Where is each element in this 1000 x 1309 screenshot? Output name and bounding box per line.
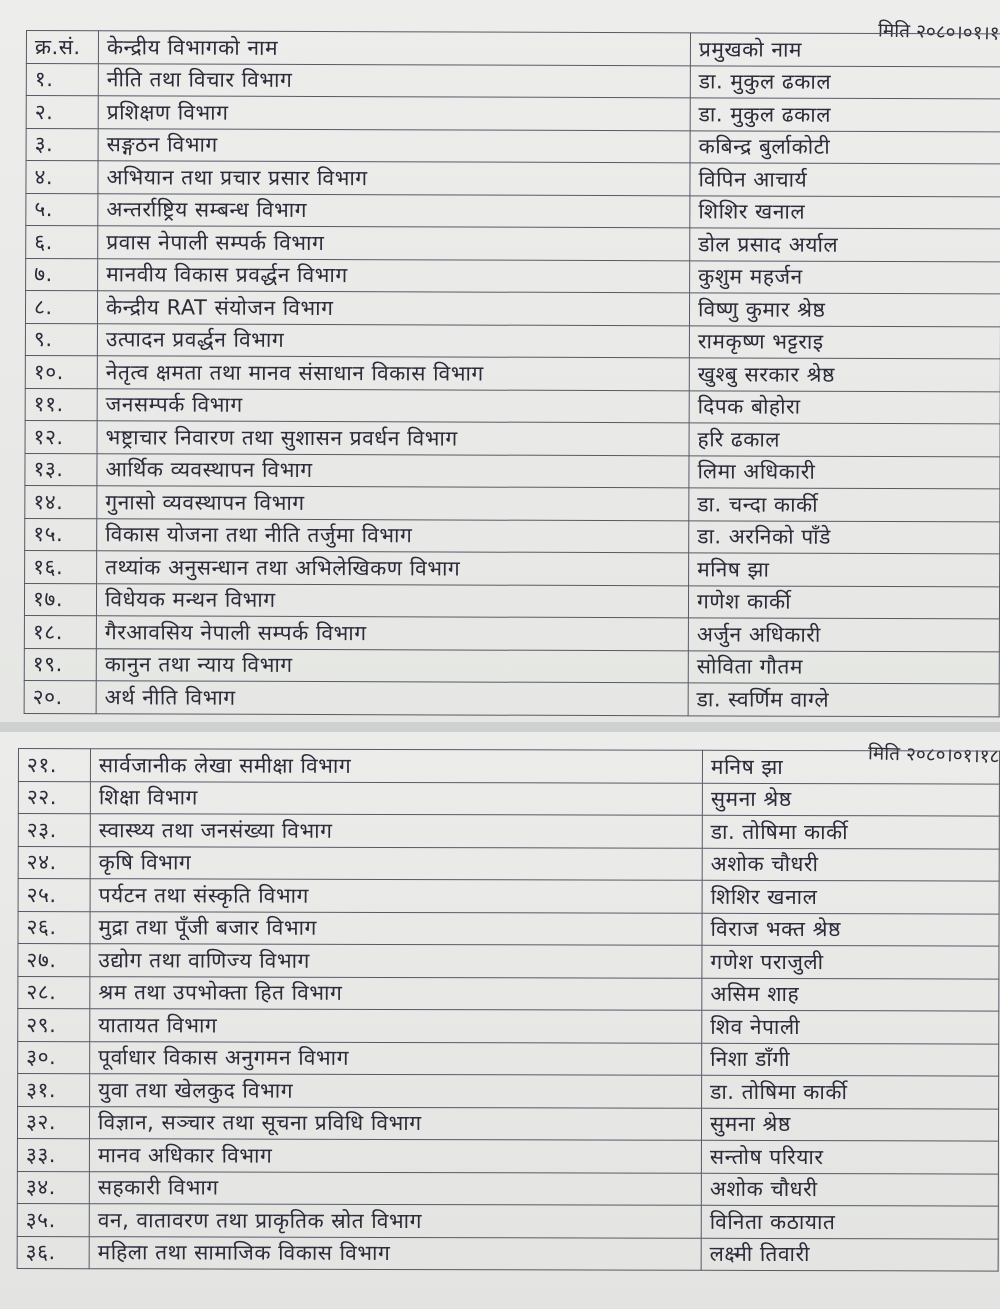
table-row [17,1171,998,1206]
department-name-cell: जनसम्पर्क विभाग [97,388,689,423]
department-name-cell: कानुन तथा न्याय विभाग [96,648,688,683]
chief-name-cell: डा. चन्दा कार्की [689,488,1000,522]
table-row [18,1041,999,1076]
department-name-cell: पर्यटन तथा संस्कृति विभाग [90,879,702,913]
department-name-cell: आर्थिक व्यवस्थापन विभाग [97,453,689,488]
department-name-cell: यातायत विभाग [90,1009,702,1043]
chief-name-cell: लक्ष्मी तिवारी [701,1238,998,1271]
table-row [17,1106,998,1141]
chief-name-cell: डा. मुकुल ढकाल [690,65,1000,99]
department-name-cell: पूर्वाधार विकास अनुगमन विभाग [90,1041,702,1075]
table-row [17,1203,998,1238]
department-name-cell: विधेयक मन्थन विभाग [96,583,688,618]
document-date: मिति २०८०।०१।१८ [868,742,1000,768]
serial-number-cell: २८. [18,976,90,1009]
chief-name-cell: सुमना श्रेष्ठ [701,1108,998,1141]
chief-name-cell: शिशिर खनाल [702,880,999,913]
serial-number-cell: २४. [18,846,90,879]
serial-number-cell: ५. [26,193,98,226]
chief-name-cell: दिपक बोहोरा [689,390,1000,424]
chief-name-cell: डा. तोषिमा कार्की [702,815,999,848]
department-name-cell: युवा तथा खेलकुद विभाग [90,1074,702,1108]
department-name-cell: विकास योजना तथा नीति तर्जुमा विभाग [97,518,689,553]
table-row [25,291,1000,327]
header-chief: प्रमुखको नाम [690,33,1000,67]
chief-name-cell: मनिष झा [689,553,1000,587]
serial-number-cell: ७. [26,258,98,291]
serial-number-cell: २. [26,96,98,129]
department-name-cell: मानव अधिकार विभाग [89,1139,701,1173]
chief-name-cell: निशा डाँगी [702,1043,999,1076]
department-name-cell: नीति तथा विचार विभाग [98,63,690,98]
chief-name-cell: डा. तोषिमा कार्की [702,1075,999,1108]
department-name-cell: विज्ञान, सञ्चार तथा सूचना प्रविधि विभाग [89,1106,701,1140]
chief-name-cell: सुमना श्रेष्ठ [702,783,999,816]
chief-name-cell: शिव नेपाली [702,1010,999,1043]
serial-number-cell: १८. [24,615,96,648]
chief-name-cell: मनिष झा [702,750,999,783]
department-name-cell: सहकारी विभाग [89,1171,701,1205]
table-row [25,485,1000,521]
chief-name-cell: डा. मुकुल ढकाल [690,98,1000,132]
table-row [17,1236,998,1271]
serial-number-cell: ८. [25,291,97,324]
department-name-cell: सार्वजानीक लेखा समीक्षा विभाग [90,749,702,783]
table-row [26,161,1000,197]
table-row [18,1074,999,1109]
serial-number-cell: २६. [18,911,90,944]
chief-name-cell: डा. अरनिको पाँडे [689,520,1000,554]
serial-number-cell: १९. [24,648,96,681]
serial-number-cell: २७. [18,944,90,977]
department-name-cell: केन्द्रीय RAT संयोजन विभाग [97,291,689,326]
serial-number-cell: ३४. [17,1171,89,1204]
serial-number-cell: ३६. [17,1236,89,1269]
department-name-cell: अन्तर्राष्ट्रिय सम्बन्ध विभाग [98,193,690,228]
table-row [26,128,1000,164]
serial-number-cell: १६. [25,550,97,583]
department-name-cell: नेतृत्व क्षमता तथा मानव संसाधान विकास विभाग [97,356,689,391]
table-row [24,648,999,684]
serial-number-cell: २३. [18,814,90,847]
chief-name-cell: विनिता कठायात [701,1205,998,1238]
serial-number-cell: ११. [25,388,97,421]
chief-name-cell: अशोक चौधरी [702,848,999,881]
chief-name-cell: डा. स्वर्णिम वाग्ले [688,683,999,717]
table-row [24,680,999,716]
table-row [18,1009,999,1044]
table-row [18,911,999,946]
table-header-row [26,31,1000,67]
chief-name-cell: खुश्बु सरकार श्रेष्ठ [689,358,1000,392]
chief-name-cell: अशोक चौधरी [701,1173,998,1206]
table-row [24,615,999,651]
table-row [26,63,1000,99]
table-row [25,420,1000,456]
department-name-cell: प्रशिक्षण विभाग [98,96,690,131]
serial-number-cell: २९. [18,1009,90,1042]
table-row [25,323,1000,359]
table-row [18,781,999,816]
table-row [18,749,999,784]
serial-number-cell: ३३. [17,1139,89,1172]
department-name-cell: मुद्रा तथा पूँजी बजार विभाग [90,911,702,945]
department-name-cell: अभियान तथा प्रचार प्रसार विभाग [98,161,690,196]
table-row [26,258,1000,294]
chief-name-cell: गणेश कार्की [688,585,999,619]
document-page-2 [0,732,1000,1309]
chief-name-cell: विष्णु कुमार श्रेष्ठ [689,293,1000,327]
serial-number-cell: १. [26,63,98,96]
chief-name-cell: विपिन आचार्य [690,163,1000,197]
department-name-cell: उद्योग तथा वाणिज्य विभाग [90,944,702,978]
chief-name-cell: डोल प्रसाद अर्याल [690,228,1000,262]
serial-number-cell: २१. [18,749,90,782]
chief-name-cell: सन्तोष परियार [701,1140,998,1173]
chief-name-cell: कुशुम महर्जन [690,260,1000,294]
chief-name-cell: शिशिर खनाल [690,195,1000,229]
serial-number-cell: १३. [25,453,97,486]
serial-number-cell: २२. [18,781,90,814]
table-row [18,944,999,979]
chief-name-cell: विराज भक्त श्रेष्ठ [702,913,999,946]
table-row [26,226,1000,262]
chief-name-cell: असिम शाह [702,978,999,1011]
department-name-cell: श्रम तथा उपभोक्ता हित विभाग [90,976,702,1010]
department-name-cell: शिक्षा विभाग [90,781,702,815]
table-row [25,518,1000,554]
departments-table [24,30,1000,717]
chief-name-cell: सोविता गौतम [688,650,999,684]
table-row [18,879,999,914]
department-name-cell: सङ्गठन विभाग [98,128,690,163]
table-row [18,846,999,881]
table-row [18,976,999,1011]
table-row [18,814,999,849]
serial-number-cell: २०. [24,680,96,713]
serial-number-cell: ३. [26,128,98,161]
serial-number-cell: ९. [25,323,97,356]
serial-number-cell: १४. [25,485,97,518]
serial-number-cell: २५. [18,879,90,912]
department-name-cell: गुनासो व्यवस्थापन विभाग [97,486,689,521]
table-row [17,1139,998,1174]
departments-table [17,748,1000,1272]
serial-number-cell: ३२. [17,1106,89,1139]
chief-name-cell: कबिन्द्र बुर्लाकोटी [690,130,1000,164]
table-row [26,96,1000,132]
serial-number-cell: ६. [26,226,98,259]
department-name-cell: प्रवास नेपाली सम्पर्क विभाग [98,226,690,261]
serial-number-cell: ३५. [17,1203,89,1236]
chief-name-cell: हरि ढकाल [689,423,1000,457]
chief-name-cell: रामकृष्ण भट्टराइ [689,325,1000,359]
department-name-cell: महिला तथा सामाजिक विकास विभाग [89,1236,701,1270]
department-name-cell: कृषि विभाग [90,846,702,880]
serial-number-cell: १५. [25,518,97,551]
table-row [24,583,999,619]
serial-number-cell: ३१. [18,1074,90,1107]
table-row [25,388,1000,424]
serial-number-cell: ३०. [18,1041,90,1074]
chief-name-cell: अर्जुन अधिकारी [688,618,999,652]
serial-number-cell: १२. [25,420,97,453]
table-row [25,355,1000,391]
department-name-cell: अर्थ नीति विभाग [96,681,688,716]
department-name-cell: भष्ट्राचार निवारण तथा सुशासन प्रवर्धन विभाग [97,421,689,456]
serial-number-cell: १७. [24,583,96,616]
department-name-cell: गैरआवसिय नेपाली सम्पर्क विभाग [96,616,688,651]
serial-number-cell: १०. [25,355,97,388]
document-date: मिति २०८०।०१।१ [878,19,1000,45]
department-name-cell: मानवीय विकास प्रवर्द्धन विभाग [98,258,690,293]
department-name-cell: तथ्यांक अनुसन्धान तथा अभिलेखिकण विभाग [97,551,689,586]
table-row [26,193,1000,229]
header-serial: क्र.सं. [26,31,98,64]
serial-number-cell: ४. [26,161,98,194]
department-name-cell: स्वास्थ्य तथा जनसंख्या विभाग [90,814,702,848]
department-name-cell: वन, वातावरण तथा प्राकृतिक स्रोत विभाग [89,1204,701,1238]
chief-name-cell: लिमा अधिकारी [689,455,1000,489]
department-name-cell: उत्पादन प्रवर्द्धन विभाग [97,323,689,358]
header-department: केन्द्रीय विभागको नाम [98,31,690,66]
table-row [25,453,1000,489]
table-row [25,550,1000,586]
chief-name-cell: गणेश पराजुली [702,945,999,978]
